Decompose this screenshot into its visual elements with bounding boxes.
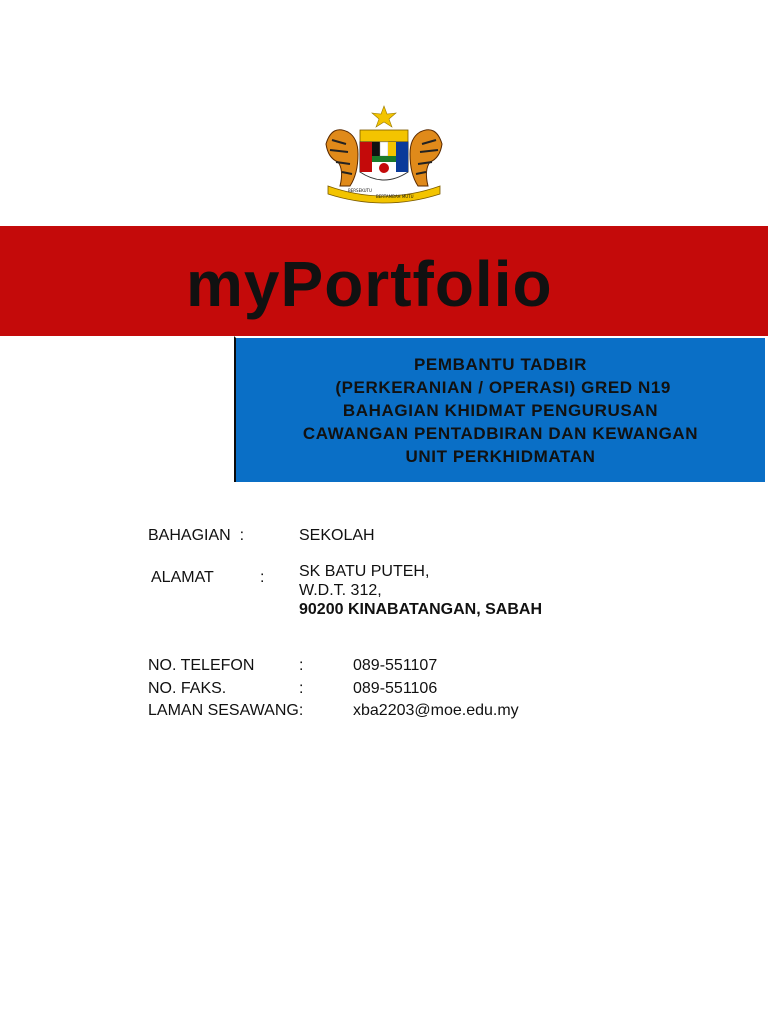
position-line-4: CAWANGAN PENTADBIRAN DAN KEWANGAN (302, 423, 699, 443)
telefon-label: NO. TELEFON (148, 657, 255, 674)
faks-value: 089-551106 (353, 680, 438, 697)
svg-text:BERTAMBAH MUTU: BERTAMBAH MUTU (376, 194, 414, 199)
bahagian-label: BAHAGIAN : (148, 527, 245, 544)
position-line-2: (PERKERANIAN / OPERASI) GRED N19 (330, 377, 671, 397)
malaysia-coat-of-arms-icon (318, 104, 450, 204)
position-box (234, 336, 765, 482)
alamat-line-2: W.D.T. 312, (299, 582, 382, 599)
page-title: myPortfolio (186, 248, 553, 320)
telefon-colon: : (299, 657, 304, 674)
faks-colon: : (299, 680, 304, 697)
alamat-colon: : (260, 569, 265, 586)
laman-value[interactable]: xba2203@moe.edu.my (353, 702, 519, 719)
bahagian-value: SEKOLAH (299, 527, 375, 544)
svg-text:BERSEKUTU: BERSEKUTU (348, 188, 372, 193)
position-line-1: PEMBANTU TADBIR (413, 354, 587, 374)
alamat-line-3: 90200 KINABATANGAN, SABAH (299, 601, 542, 618)
laman-label: LAMAN SESAWANG: (148, 702, 304, 719)
alamat-label: ALAMAT (151, 569, 214, 586)
position-line-3: BAHAGIAN KHIDMAT PENGURUSAN (342, 400, 659, 420)
faks-label: NO. FAKS. (148, 680, 227, 697)
alamat-line-1: SK BATU PUTEH, (299, 563, 430, 580)
telefon-value: 089-551107 (353, 657, 438, 674)
position-line-5: UNIT PERKHIDMATAN (405, 446, 596, 466)
